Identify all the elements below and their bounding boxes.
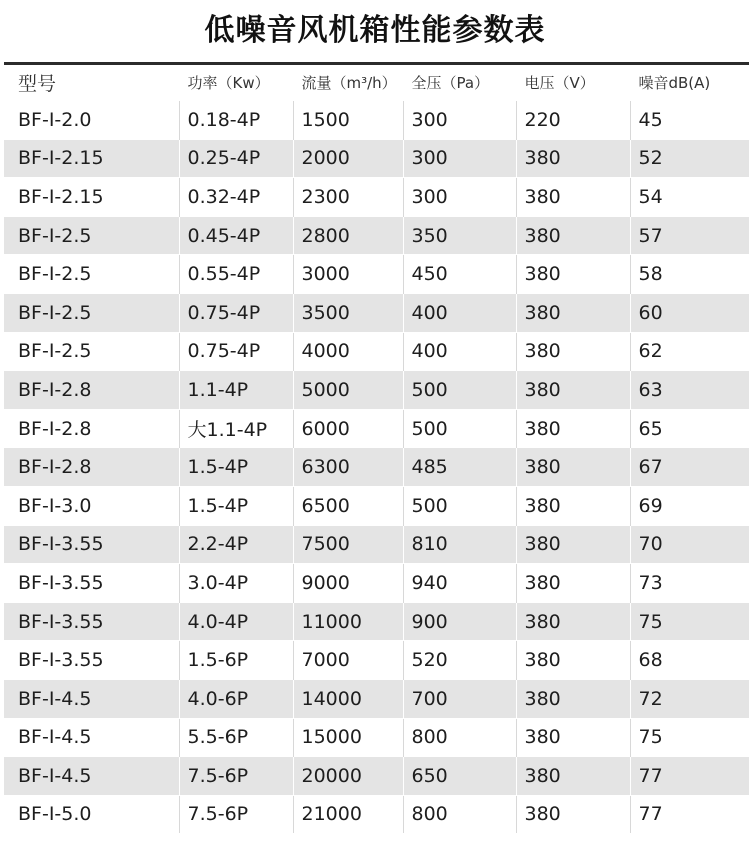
cell-power: 1.1-4P <box>179 371 293 410</box>
cell-noise: 77 <box>630 795 749 833</box>
table-row <box>4 525 749 564</box>
cell-voltage: 220 <box>516 101 630 140</box>
cell-airflow: 9000 <box>293 564 403 603</box>
cell-noise: 75 <box>630 602 749 641</box>
cell-voltage: 380 <box>516 448 630 487</box>
cell-noise: 72 <box>630 679 749 718</box>
table-row <box>4 216 749 255</box>
cell-airflow: 2000 <box>293 139 403 178</box>
cell-airflow: 1500 <box>293 101 403 140</box>
cell-noise: 60 <box>630 293 749 332</box>
header-voltage: 电压（V） <box>516 65 630 101</box>
cell-pressure: 350 <box>403 216 516 255</box>
cell-pressure: 300 <box>403 139 516 178</box>
table-row <box>4 101 749 140</box>
cell-pressure: 400 <box>403 293 516 332</box>
cell-airflow: 4000 <box>293 332 403 371</box>
cell-voltage: 380 <box>516 216 630 255</box>
cell-noise: 73 <box>630 564 749 603</box>
cell-noise: 70 <box>630 525 749 564</box>
table-row <box>4 178 749 217</box>
table-row <box>4 409 749 448</box>
cell-pressure: 500 <box>403 486 516 525</box>
cell-voltage: 380 <box>516 332 630 371</box>
cell-airflow: 6300 <box>293 448 403 487</box>
table-row <box>4 641 749 680</box>
cell-pressure: 300 <box>403 178 516 217</box>
cell-airflow: 2800 <box>293 216 403 255</box>
cell-model: BF-I-3.55 <box>4 641 179 680</box>
cell-model: BF-I-3.0 <box>4 486 179 525</box>
cell-model: BF-I-3.55 <box>4 602 179 641</box>
cell-model: BF-I-2.5 <box>4 332 179 371</box>
cell-power: 3.0-4P <box>179 564 293 603</box>
table-row <box>4 332 749 371</box>
cell-voltage: 380 <box>516 293 630 332</box>
cell-noise: 77 <box>630 757 749 796</box>
cell-pressure: 520 <box>403 641 516 680</box>
table-row <box>4 718 749 757</box>
cell-noise: 65 <box>630 409 749 448</box>
cell-power: 0.55-4P <box>179 255 293 294</box>
cell-airflow: 3500 <box>293 293 403 332</box>
cell-noise: 62 <box>630 332 749 371</box>
cell-airflow: 14000 <box>293 679 403 718</box>
table-row <box>4 564 749 603</box>
cell-model: BF-I-3.55 <box>4 564 179 603</box>
cell-model: BF-I-2.8 <box>4 371 179 410</box>
cell-model: BF-I-2.5 <box>4 216 179 255</box>
cell-airflow: 5000 <box>293 371 403 410</box>
cell-power: 4.0-6P <box>179 679 293 718</box>
cell-pressure: 500 <box>403 371 516 410</box>
cell-noise: 52 <box>630 139 749 178</box>
cell-noise: 75 <box>630 718 749 757</box>
cell-power: 5.5-6P <box>179 718 293 757</box>
cell-airflow: 21000 <box>293 795 403 833</box>
cell-model: BF-I-2.5 <box>4 255 179 294</box>
cell-model: BF-I-2.5 <box>4 293 179 332</box>
cell-pressure: 400 <box>403 332 516 371</box>
cell-airflow: 3000 <box>293 255 403 294</box>
cell-airflow: 11000 <box>293 602 403 641</box>
cell-voltage: 380 <box>516 602 630 641</box>
cell-airflow: 2300 <box>293 178 403 217</box>
cell-power: 4.0-4P <box>179 602 293 641</box>
table-row <box>4 757 749 796</box>
header-noise: 噪音dB(A) <box>630 65 749 101</box>
cell-voltage: 380 <box>516 255 630 294</box>
cell-noise: 54 <box>630 178 749 217</box>
cell-model: BF-I-4.5 <box>4 718 179 757</box>
cell-pressure: 500 <box>403 409 516 448</box>
cell-power: 1.5-4P <box>179 448 293 487</box>
table-row <box>4 139 749 178</box>
cell-model: BF-I-2.15 <box>4 139 179 178</box>
cell-noise: 45 <box>630 101 749 140</box>
cell-airflow: 6000 <box>293 409 403 448</box>
performance-table <box>4 65 750 833</box>
cell-noise: 68 <box>630 641 749 680</box>
cell-model: BF-I-5.0 <box>4 795 179 833</box>
cell-voltage: 380 <box>516 409 630 448</box>
cell-voltage: 380 <box>516 718 630 757</box>
cell-pressure: 800 <box>403 795 516 833</box>
cell-voltage: 380 <box>516 371 630 410</box>
cell-power: 0.75-4P <box>179 293 293 332</box>
header-power: 功率（Kw） <box>179 65 293 101</box>
cell-voltage: 380 <box>516 525 630 564</box>
table-row <box>4 293 749 332</box>
cell-power: 大1.1-4P <box>179 409 293 448</box>
cell-voltage: 380 <box>516 641 630 680</box>
cell-power: 7.5-6P <box>179 795 293 833</box>
performance-table-container <box>4 62 749 833</box>
cell-model: BF-I-2.15 <box>4 178 179 217</box>
cell-pressure: 800 <box>403 718 516 757</box>
cell-pressure: 700 <box>403 679 516 718</box>
cell-noise: 69 <box>630 486 749 525</box>
table-row <box>4 255 749 294</box>
cell-model: BF-I-2.0 <box>4 101 179 140</box>
cell-model: BF-I-3.55 <box>4 525 179 564</box>
cell-airflow: 7500 <box>293 525 403 564</box>
cell-model: BF-I-4.5 <box>4 679 179 718</box>
cell-model: BF-I-4.5 <box>4 757 179 796</box>
cell-power: 0.45-4P <box>179 216 293 255</box>
cell-pressure: 300 <box>403 101 516 140</box>
table-row <box>4 679 749 718</box>
cell-airflow: 15000 <box>293 718 403 757</box>
cell-pressure: 900 <box>403 602 516 641</box>
cell-voltage: 380 <box>516 139 630 178</box>
cell-pressure: 940 <box>403 564 516 603</box>
cell-voltage: 380 <box>516 795 630 833</box>
table-row <box>4 371 749 410</box>
cell-power: 0.25-4P <box>179 139 293 178</box>
header-model: 型号 <box>4 65 179 101</box>
cell-power: 7.5-6P <box>179 757 293 796</box>
cell-airflow: 6500 <box>293 486 403 525</box>
table-row <box>4 448 749 487</box>
cell-power: 2.2-4P <box>179 525 293 564</box>
page-title: 低噪音风机箱性能参数表 <box>204 13 546 48</box>
cell-pressure: 810 <box>403 525 516 564</box>
cell-noise: 67 <box>630 448 749 487</box>
table-row <box>4 795 749 833</box>
header-airflow: 流量（m³/h） <box>293 65 403 101</box>
cell-pressure: 450 <box>403 255 516 294</box>
cell-pressure: 650 <box>403 757 516 796</box>
cell-power: 0.75-4P <box>179 332 293 371</box>
cell-power: 0.32-4P <box>179 178 293 217</box>
cell-power: 1.5-4P <box>179 486 293 525</box>
table-body <box>4 101 749 834</box>
cell-noise: 57 <box>630 216 749 255</box>
cell-model: BF-I-2.8 <box>4 448 179 487</box>
cell-voltage: 380 <box>516 757 630 796</box>
cell-voltage: 380 <box>516 486 630 525</box>
cell-pressure: 485 <box>403 448 516 487</box>
cell-voltage: 380 <box>516 679 630 718</box>
cell-airflow: 7000 <box>293 641 403 680</box>
cell-power: 1.5-6P <box>179 641 293 680</box>
cell-noise: 58 <box>630 255 749 294</box>
cell-model: BF-I-2.8 <box>4 409 179 448</box>
table-row <box>4 602 749 641</box>
table-row <box>4 486 749 525</box>
cell-airflow: 20000 <box>293 757 403 796</box>
cell-noise: 63 <box>630 371 749 410</box>
cell-power: 0.18-4P <box>179 101 293 140</box>
cell-voltage: 380 <box>516 564 630 603</box>
table-header-row <box>4 65 749 101</box>
header-pressure: 全压（Pa） <box>403 65 516 101</box>
cell-voltage: 380 <box>516 178 630 217</box>
